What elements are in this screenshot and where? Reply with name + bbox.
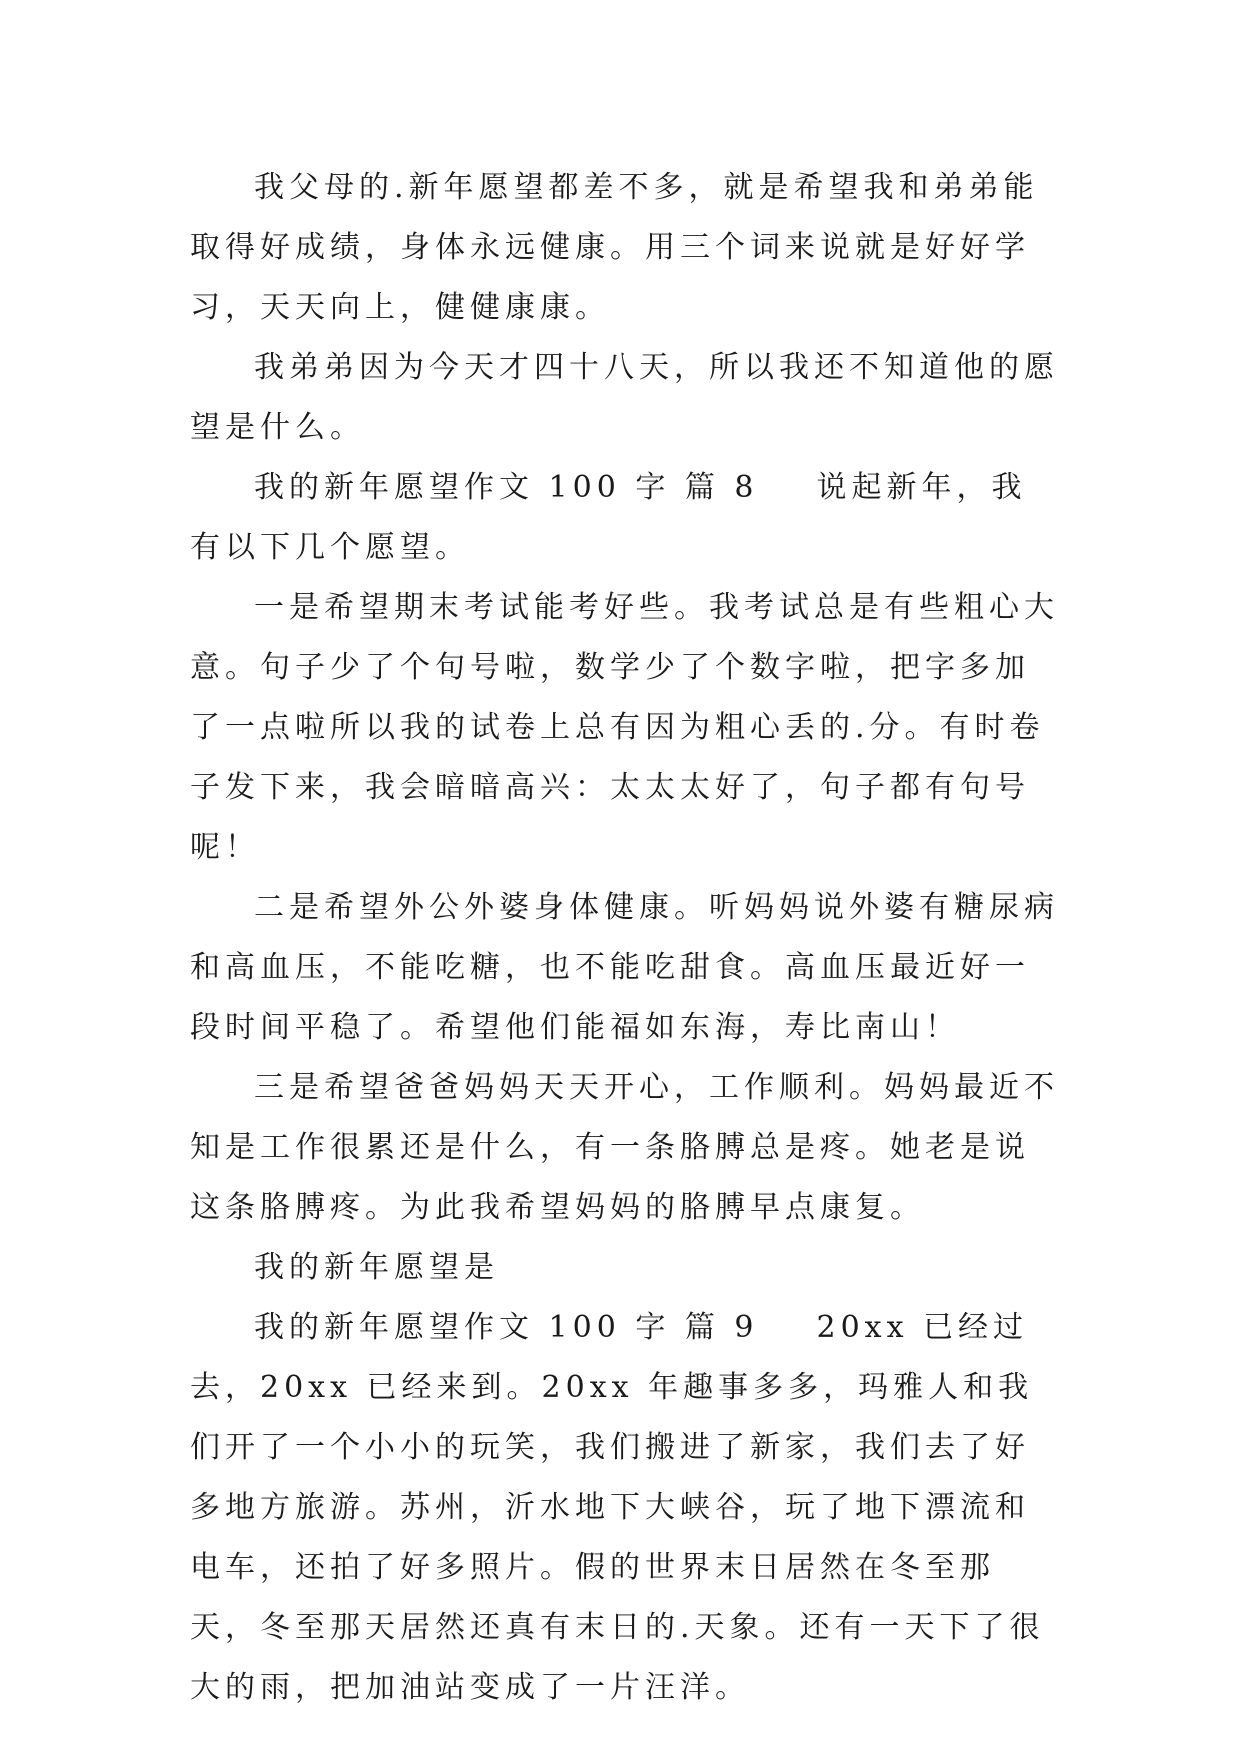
paragraph-parents-wish <box>190 158 1060 338</box>
paragraph-brother <box>190 338 1060 458</box>
paragraph-text: 我的新年愿望是 <box>254 1250 499 1285</box>
paragraph-text: 二是希望外公外婆身体健康。听妈妈说外婆有糖尿病和高血压，不能吃糖，也不能吃甜食。高血压最近好一段时间平稳了。希望他们能福如东海，寿比南山！ <box>190 890 1059 1045</box>
paragraph-text: 20xx 已经过去，20xx 已经来到。20xx 年趣事多多，玛雅人和我们开了一个小小的玩笑，我们搬进了新家，我们去了好多地方旅游。苏州，沂水地下大峡谷，玩了地下漂流和电车，还拍了好多照片。假的世界末日居然在冬至那天，冬至那天居然还真有末日的.天象。还有一天下了很大的雨，把加油站变成了一片汪洋。 <box>190 1310 1045 1705</box>
essay-heading: 我的新年愿望作文 100 字 篇 8 <box>254 470 759 505</box>
paragraph-text: 一是希望期末考试能考好些。我考试总是有些粗心大意。句子少了个句号啦，数学少了个数字啦，把字多加了一点啦所以我的试卷上总有因为粗心丢的.分。有时卷子发下来，我会暗暗高兴：太太太好了，句子都有句号呢！ <box>190 590 1059 865</box>
paragraph-wish-parents <box>190 1058 1060 1238</box>
paragraph-wish-exam <box>190 578 1060 878</box>
paragraph-essay-8 <box>190 458 1060 578</box>
paragraph-wish-grandparents <box>190 878 1060 1058</box>
paragraph-text: 我父母的.新年愿望都差不多，就是希望我和弟弟能取得好成绩，身体永远健康。用三个词来说就是好好学习，天天向上，健健康康。 <box>190 170 1039 325</box>
essay-heading: 我的新年愿望作文 100 字 篇 9 <box>254 1310 759 1345</box>
document-body <box>190 158 1060 1718</box>
paragraph-essay-9 <box>190 1298 1060 1718</box>
paragraph-text: 说起新年，我有以下几个愿望。 <box>190 470 1027 565</box>
paragraph-text: 三是希望爸爸妈妈天天开心，工作顺利。妈妈最近不知是工作很累还是什么，有一条胳膊总是疼。她老是说这条胳膊疼。为此我希望妈妈的胳膊早点康复。 <box>190 1070 1059 1225</box>
paragraph-text: 我弟弟因为今天才四十八天，所以我还不知道他的愿望是什么。 <box>190 350 1059 445</box>
paragraph-wish-is <box>190 1238 1060 1298</box>
